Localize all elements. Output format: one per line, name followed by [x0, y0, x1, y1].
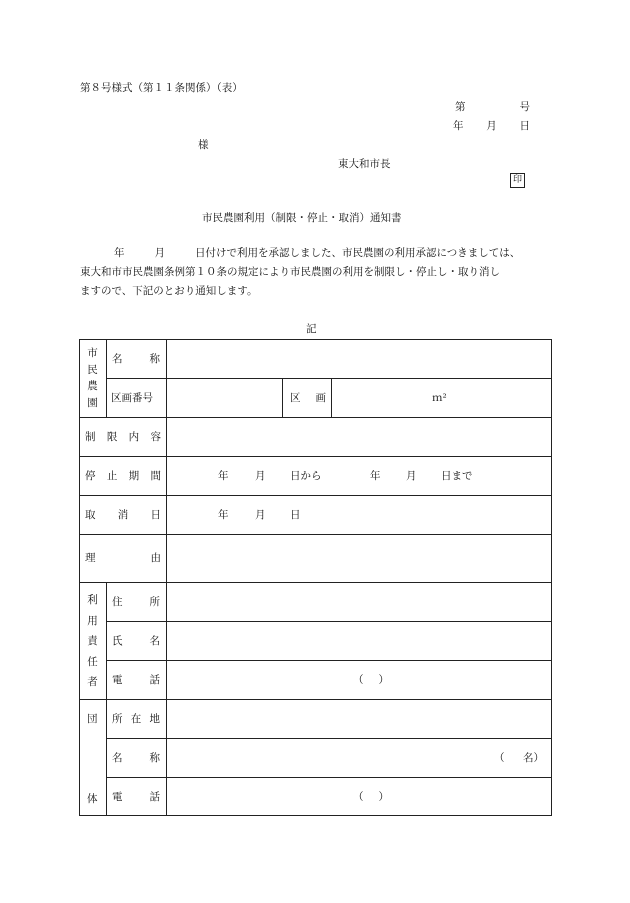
user-name-label: 氏 名: [112, 635, 160, 647]
body-month: 月: [154, 247, 165, 259]
user-phone-parens: （ ）: [353, 674, 389, 686]
cancel-date-label: 取 消 日: [85, 509, 161, 521]
suspension-to-month: 月: [406, 470, 417, 482]
cancel-day: 日: [290, 509, 301, 521]
body-year: 年: [114, 247, 125, 259]
farm-name-label: 名 称: [112, 353, 160, 365]
document-title: 市民農園利用（制限・停止・取消）通知書: [202, 212, 402, 224]
issue-date-day: 日: [519, 120, 530, 132]
group-members-parens: （ 名）: [494, 752, 544, 764]
restriction-label: 制 限 内 容: [85, 431, 161, 443]
area-unit: ｍ²: [432, 392, 447, 404]
table-border: [80, 340, 552, 816]
cancel-month: 月: [255, 509, 266, 521]
seal-mark: 印: [510, 173, 525, 188]
plot-number-label: 区画番号: [111, 392, 153, 404]
addressee-suffix: 様: [198, 139, 209, 151]
issue-date-year: 年: [453, 120, 464, 132]
group-name-label: 名 称: [112, 752, 160, 764]
suspension-to-year: 年: [370, 470, 381, 482]
suspension-from-month: 月: [255, 470, 266, 482]
group-phone-label: 電 話: [112, 791, 160, 803]
issue-date-month: 月: [486, 120, 497, 132]
user-phone-label: 電 話: [112, 674, 160, 686]
reason-label: 理 由: [85, 552, 161, 564]
form-identifier: 第８号様式（第１１条関係）（表）: [80, 82, 243, 94]
document-number-prefix: 第: [455, 101, 466, 113]
issuer-name: 東大和市長: [338, 158, 391, 170]
suspension-label: 停 止 期 間: [85, 470, 161, 482]
user-address-label: 住 所: [112, 596, 160, 608]
suspension-to-day: 日まで: [441, 470, 473, 482]
ki-heading: 記: [306, 323, 317, 335]
group-label-bottom: 体: [87, 793, 98, 805]
group-label-top: 団: [87, 713, 98, 725]
farm-group-label: 市 民 農 園: [87, 347, 98, 409]
body-line-2: 東大和市市民農園条例第１０条の規定により市民農園の利用を制限し・停止し・取り消し: [80, 266, 500, 278]
cancel-year: 年: [218, 509, 229, 521]
user-responsible-group-label: 利 用 責 任 者: [87, 594, 98, 688]
group-location-label: 所 在 地: [112, 713, 160, 725]
group-phone-parens: （ ）: [353, 791, 389, 803]
body-day-text: 日付けで利用を承認しました、市民農園の利用承認につきましては、: [195, 247, 521, 259]
plot-label: 区 画: [290, 392, 326, 404]
body-line-3: ますので、下記のとおり通知します。: [80, 285, 258, 297]
suspension-from-year: 年: [218, 470, 229, 482]
suspension-from-day: 日から: [290, 470, 322, 482]
document-number-suffix: 号: [519, 101, 530, 113]
